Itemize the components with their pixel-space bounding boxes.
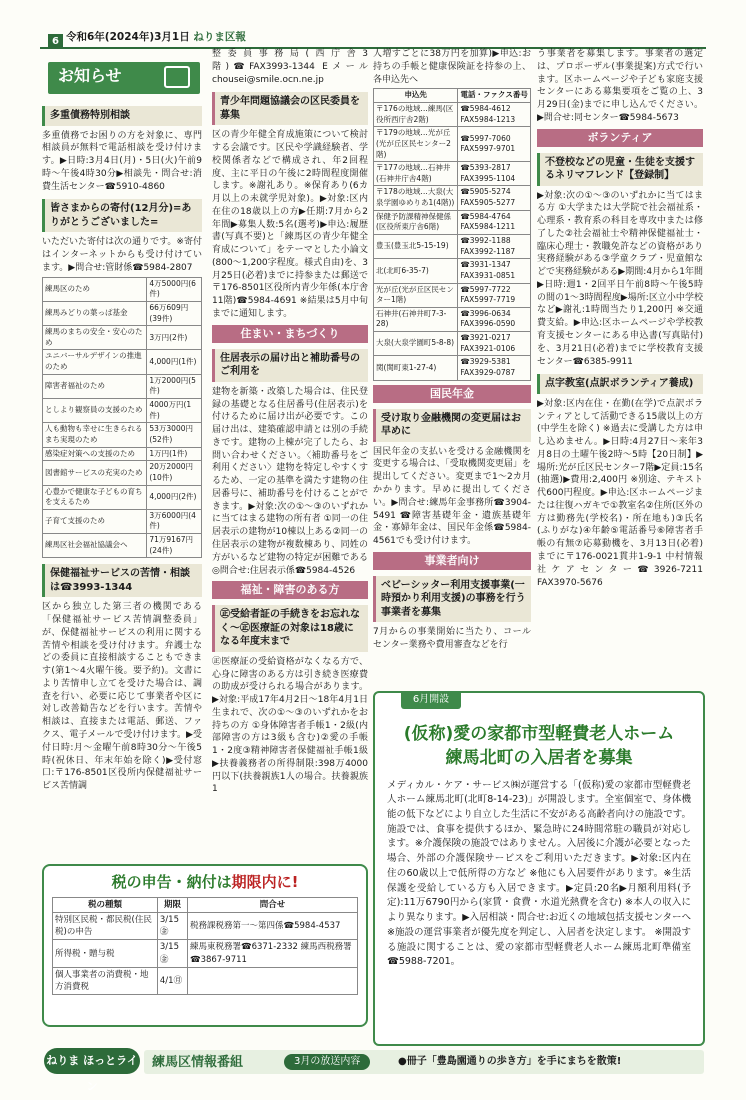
table-row: [43, 423, 202, 447]
section-header: 住まい・まちづくり: [212, 325, 368, 343]
table-cell: 練馬のまちの安全・安心のため: [43, 326, 147, 350]
program-title: 練馬区情報番組: [152, 1055, 244, 1070]
table-cell: 子育て支援のため: [43, 509, 147, 533]
column-2: [212, 48, 368, 860]
table-cell: 20万2000円(10件): [147, 461, 202, 485]
article-title: 不登校などの児童・生徒を支援するネリマフレンド【登録制】: [537, 153, 703, 186]
table-cell: ☎3996-0634 FAX3996-0590: [458, 307, 531, 331]
footer-band: [144, 1050, 704, 1074]
table-cell: 1万円(1件): [147, 447, 202, 461]
oshirase-label: お知らせ: [58, 66, 122, 85]
hotline-logo: ねりま ほっとライン: [44, 1048, 140, 1074]
table-row: [53, 940, 358, 967]
article-body: 人増すごとに38万円を加算)▶申込:お持ちの手帳と健康保険証を持参の上、各申込先へ: [373, 49, 531, 85]
oshirase-banner: [48, 62, 200, 94]
table-row: [53, 913, 358, 940]
table-cell: ☎5997-7060 FAX5997-9701: [458, 127, 531, 162]
table-cell: 4,000円(1件): [147, 350, 202, 374]
table-row: [374, 259, 531, 283]
table-cell: 北(北町6-35-7): [374, 259, 458, 283]
donation-table: [42, 277, 202, 559]
page-number: 6: [48, 34, 63, 49]
section-header: 事業者向け: [373, 552, 531, 570]
notice-body: メディカル・ケア・サービス㈱が運営する「(仮称)愛の家都市型軽費老人ホーム練馬北町(北町8-14-23)」が開設します。全室個室で、身体機能の低下などにより自立した生活に不安がある高齢者向けの施設です。施設では、食事を提供するほか、緊急時に24時間常駐の職員が対応します。※介護保険の施設ではありません。入居後に介護が必要となった場合、外部の介護保険サービスをご利用いただきます。▶対象:区内在住の60歳以上で低所得の方など ※他にも入居要件があります。※生活保護を受給している方も入居できます。▶定員:20名▶月額利用料(予定):11万6790円から(家賃・食費・水道光熱費を含む) ※本人の収入により異なります。▶入居相談・問合せ:お近くの地域包括支援センターへ ※施設の運営事業者が優先度を判定し、入居者を決定します。 ※開設する施設に関することは、愛の家都市型軽費老人ホーム練馬北町準備室☎5988-7201。: [387, 779, 691, 968]
table-cell: 練馬区社会福祉協議会へ: [43, 534, 147, 558]
table-row: [43, 447, 202, 461]
article-title: 住居表示の届け出と補助番号のご利用を: [212, 349, 368, 382]
table-cell: 図書館サービスの充実のため: [43, 461, 147, 485]
table-row: [374, 127, 531, 162]
table-header: 申込先: [374, 89, 458, 103]
table-row: [53, 967, 358, 994]
table-header: 税の種類: [53, 898, 158, 913]
table-row: [43, 374, 202, 398]
table-row: [43, 350, 202, 374]
table-cell: 〒179の地域…光が丘(光が丘区民センター2階): [374, 127, 458, 162]
table-cell: 練馬区のため: [43, 277, 147, 301]
program-topic: ●冊子「豊島園通りの歩き方」を手にまちを散策!: [398, 1056, 622, 1067]
table-cell: 〒178の地域…大泉(大泉学園ゆめりあ1(4階)): [374, 186, 458, 210]
article-body: ▶対象:区内在住・在勤(在学)で点訳ボランティアとして活動できる15歳以上の方(中学生を除く) ※過去に受講した方は申し込めません。▶日時:4月27日〜来年3月8日の土曜午後2時〜5時【20日制】▶場所:光が丘区民センター7階▶定員:15名(抽選)▶費用:2,400円 ※別途、テキスト代600円程度。▶申込:区ホームページまたは往復ハガキで①教室名②住所(区外の方は勤務先(学校名)・所在地も)③氏名(ふりがな)④年齢⑤電話番号⑥障害者手帳の有無⑦応募動機を、3月13日(必着)までに〒176-0021貫井1-9-1 中村情報社ケアセンター☎3926-7211 FAX3970-5676: [537, 398, 703, 588]
notice-title: (仮称)愛の家都市型軽費老人ホーム 練馬北町の入居者を募集: [403, 724, 675, 768]
table-row: [374, 162, 531, 186]
article-body: いただいた寄付は次の通りです。※寄付はインターネットからも受け付けています。▶問合せ:管財係☎5984-2807: [42, 237, 202, 273]
column-1: [42, 100, 202, 795]
table-row: [43, 485, 202, 509]
section-header: 国民年金: [373, 385, 531, 403]
table-cell: としより観察員の支援のため: [43, 399, 147, 423]
table-cell: 4/1㊊: [157, 967, 187, 994]
table-cell: 特別区民税・都民税(住民税)の申告: [53, 913, 158, 940]
article-body: 建物を新築・改築した場合は、住民登録の基礎となる住居番号(住居表示)を付けるために届け出が必要です。この届け出は、建築確認申請とは別の手続きです。建物の上棟が完了したら、お問い合わせください。〈補助番号をご利用ください〉建物を特定しやすくするため、一定の基準を満たす建物の住居番号に、補助番号を付けることができます。▶対象:次の①〜③のいずれかに当てはまる建物の所有者 ①同一の住居表示の建物が10棟以上ある②同一の住居表示の建物が複数棟あり、同姓の方がいるなど建物の特定が困難である ◎問合せ:住居表示係☎5984-4526: [212, 386, 368, 576]
table-cell: [188, 967, 358, 994]
table-cell: 練馬みどりの葉っぱ基金: [43, 301, 147, 325]
table-cell: 税務課税務第一〜第四係☎5984-4537: [188, 913, 358, 940]
article-title: 点字教室(点訳ボランティア養成): [537, 374, 703, 394]
table-cell: 3万6000円(4件): [147, 509, 202, 533]
table-cell: ☎3992-1188 FAX3992-1187: [458, 234, 531, 258]
table-cell: 〒176の地域…練馬(区役所西庁舎2階): [374, 102, 458, 126]
article-body: ▶対象:次の①〜③のいずれかに当てはまる方 ①大学または大学院で社会福祉系・心理系・教育系の科目を専攻中または修了した②社会福祉士や精神保健福祉士・臨床心理士・教職免許などの資格があり実務経験がある③学童クラブ・児童館などで実務経験がある▶期間:4月から1年間▶日時:週1・2回平日午前8時〜午後5時の間の1〜3時間程度▶場所:区立小中学校など▶謝礼:1時間当たり1,200円 ※交通費支給。▶申込:区ホームページや学校教育支援センターにある申込書(写真貼付)を、3月21日(必着)までに学校教育支援センター☎6385-9911: [537, 190, 703, 367]
table-row: [374, 283, 531, 307]
table-cell: 心豊かで健康な子どもの育ちを支えるため: [43, 485, 147, 509]
table-cell: 障害者福祉のため: [43, 374, 147, 398]
article-body: ㊣医療証の受給資格がなくなる方で、心身に障害のある方は引き続き医療費の助成が受けられる場合があります。▶対象:平成17年4月2日〜18年4月1日生まれで、次の①〜③のいずれかをお持ちの方 ①身体障害者手帳1・2級(内部障害の方は3級も含む)②愛の手帳1・2度③精神障害者保健福祉手帳1級▶扶養義務者の所得制限:398万4000円以下(扶養親族1人の場合。扶養親族1: [212, 656, 368, 795]
article-body: う事業者を募集します。事業者の選定は、プロポーザル(事業提案)方式で行います。区ホームページや子ども家庭支援センターにある募集要項をご覧の上、3月29日(金)までに申し込んでください。▶問合せ:同センター☎5984-5673: [537, 49, 703, 123]
article-title: 受け取り金融機関の変更届はお早めに: [373, 409, 531, 442]
table-cell: ☎3931-1347 FAX3931-0851: [458, 259, 531, 283]
table-row: [43, 301, 202, 325]
table-cell: 人も動物も幸せに生きられるまち実現のため: [43, 423, 147, 447]
table-cell: ☎5984-4612 FAX5984-1213: [458, 102, 531, 126]
table-row: [374, 186, 531, 210]
table-cell: 3万円(2件): [147, 326, 202, 350]
issue-date: 令和6年(2024年)3月1日 ねりま区報: [66, 31, 246, 43]
table-cell: 〒177の地域…石神井(石神井庁舎4階): [374, 162, 458, 186]
table-row: [43, 277, 202, 301]
article-body: 区の青少年健全育成施策について検討する会議です。区民や学識経験者、学校関係者などで構成され、年2回程度、主に平日の午後に2時間程度開催します。※謝礼あり。※保育あり(6カ月以上の未就学児対象)。▶対象:区内在住の18歳以上の方▶任期:7月から2年間▶募集人数:5名(選考)▶申込:履歴書(写真不要)と「練馬区の青少年健全育成について」をテーマとした小論文(800〜1,200字程度。様式自由)を、3月25日(必着)までに持参または郵送で〒176-8501区役所内青少年係(本庁舎11階)☎5984-4691 ※結果は5月中旬までに通知します。: [212, 130, 368, 320]
article-body: 整委員事務局(西庁舎3階)☎FAX3993-1344 Eメール chousei@smile.ocn.ne.jp: [212, 49, 368, 85]
table-row: [374, 307, 531, 331]
housing-notice-box: [373, 691, 705, 1046]
table-row: [43, 399, 202, 423]
article-title: ベビーシッター利用支援事業(一時預かり利用支援)の事務を行う事業者を募集: [373, 576, 531, 623]
table-cell: 豊玉(豊玉北5-15-19): [374, 234, 458, 258]
section-header: ボランティア: [537, 129, 703, 147]
table-row: [374, 234, 531, 258]
table-row: [374, 102, 531, 126]
column-3: [373, 48, 531, 686]
table-cell: 練馬東税務署☎6371-2332 練馬西税務署☎3867-9711: [188, 940, 358, 967]
article-body: 7月からの事業開始に当たり、コールセンター業務や費用審査などを行: [373, 627, 531, 651]
table-cell: ユニバーサルデザインの推進のため: [43, 350, 147, 374]
table-cell: ☎5984-4764 FAX5984-1211: [458, 210, 531, 234]
table-row: [43, 461, 202, 485]
table-cell: 感染症対策への支援のため: [43, 447, 147, 461]
table-cell: 4万5000円(6件): [147, 277, 202, 301]
table-cell: ☎5997-7722 FAX5997-7719: [458, 283, 531, 307]
table-cell: 1万2000円(5件): [147, 374, 202, 398]
program-badge: 3月の放送内容: [284, 1054, 370, 1070]
table-row: [374, 210, 531, 234]
article-body: 多重債務でお困りの方を対象に、専門相談員が無料で電話相談を受け付けます。▶日時:3月4日(月)・5日(火)午前9時〜午後4時30分▶相談先・問合せ:消費生活センター☎5910-4860: [42, 130, 202, 192]
article-title: 保健福祉サービスの苦情・相談は☎3993-1344: [42, 564, 202, 597]
table-row: [374, 356, 531, 380]
footer-bar: [40, 1046, 706, 1093]
page-header: [40, 14, 706, 47]
table-row: [43, 326, 202, 350]
opening-tag: 6月開設: [401, 691, 461, 709]
column-4: [537, 48, 703, 686]
table-cell: 53万3000円(52件): [147, 423, 202, 447]
table-cell: 光が丘(光が丘区民センター1階): [374, 283, 458, 307]
table-cell: 保健予防課精神保健係(区役所東庁舎6階): [374, 210, 458, 234]
article-body: 区から独立した第三者の機関である「保健福祉サービス苦情調整委員」が、保健福祉サービスの利用に関する苦情や相談を受け付けます。弁護士などの委員に直接相談することもできます(第1〜4火曜午後。要予約)。文書により苦情申し立てを受けた場合は、調査を行い、必要に応じて事業者や区に対し改善勧告などを行います。苦情や相談は、直接または電話、郵送、ファクス、電子メールで受け付けます。▶受付日時:月〜金曜午前8時30分〜午後5時(祝休日、年末年始を除く)▶受付窓口:〒176-8501区役所内保健福祉サービス苦情調: [42, 602, 202, 792]
table-row: [43, 509, 202, 533]
office-table: [373, 88, 531, 380]
table-cell: 大泉(大泉学園町5-8-8): [374, 332, 458, 356]
table-cell: 3/15㊎: [157, 913, 187, 940]
article-title: 青少年問題協議会の区民委員を募集: [212, 92, 368, 125]
table-row: [43, 534, 202, 558]
tax-notice-box: [42, 864, 368, 1027]
table-cell: ☎5393-2817 FAX3995-1104: [458, 162, 531, 186]
article-body: 国民年金の支払いを受ける金融機関を変更する場合は、「受取機関変更届」を提出してください。変更まで1〜2カ月かかります。早めに提出してください。▶問合せ:練馬年金事務所☎3904-5491 ☎障害基礎年金・遺族基礎年金・寡婦年金は、国民年金係☎5984-4561でも受け付けます。: [373, 446, 531, 547]
megaphone-icon: [164, 66, 190, 88]
table-cell: 石神井(石神井町7-3-28): [374, 307, 458, 331]
table-cell: 個人事業者の消費税・地方消費税: [53, 967, 158, 994]
table-cell: 4,000円(2件): [147, 485, 202, 509]
article-title: 皆さまからの寄付(12月分)=ありがとうございました=: [42, 199, 202, 232]
article-title: ㊣受給者証の手続きをお忘れなく〜㊣医療証の対象は18歳になる年度末まで: [212, 605, 368, 652]
table-cell: 関(関町東1-27-4): [374, 356, 458, 380]
table-cell: ☎3921-0217 FAX3921-0106: [458, 332, 531, 356]
table-header: 期限: [157, 898, 187, 913]
table-cell: ☎3929-5381 FAX3929-0787: [458, 356, 531, 380]
table-cell: 3/15㊎: [157, 940, 187, 967]
table-cell: 66万609円(39件): [147, 301, 202, 325]
tax-table: [52, 897, 358, 994]
section-header: 福祉・障害のある方: [212, 581, 368, 599]
table-header: 問合せ: [188, 898, 358, 913]
table-row: [374, 332, 531, 356]
tax-headline: 税の申告・納付は期限内に!: [111, 873, 299, 891]
table-cell: 所得税・贈与税: [53, 940, 158, 967]
table-cell: 71万9167円(24件): [147, 534, 202, 558]
article-title: 多重債務特別相談: [42, 106, 202, 126]
table-cell: 4000万円(1件): [147, 399, 202, 423]
table-cell: ☎5905-5274 FAX5905-5277: [458, 186, 531, 210]
table-header: 電話・ファクス番号: [458, 89, 531, 103]
